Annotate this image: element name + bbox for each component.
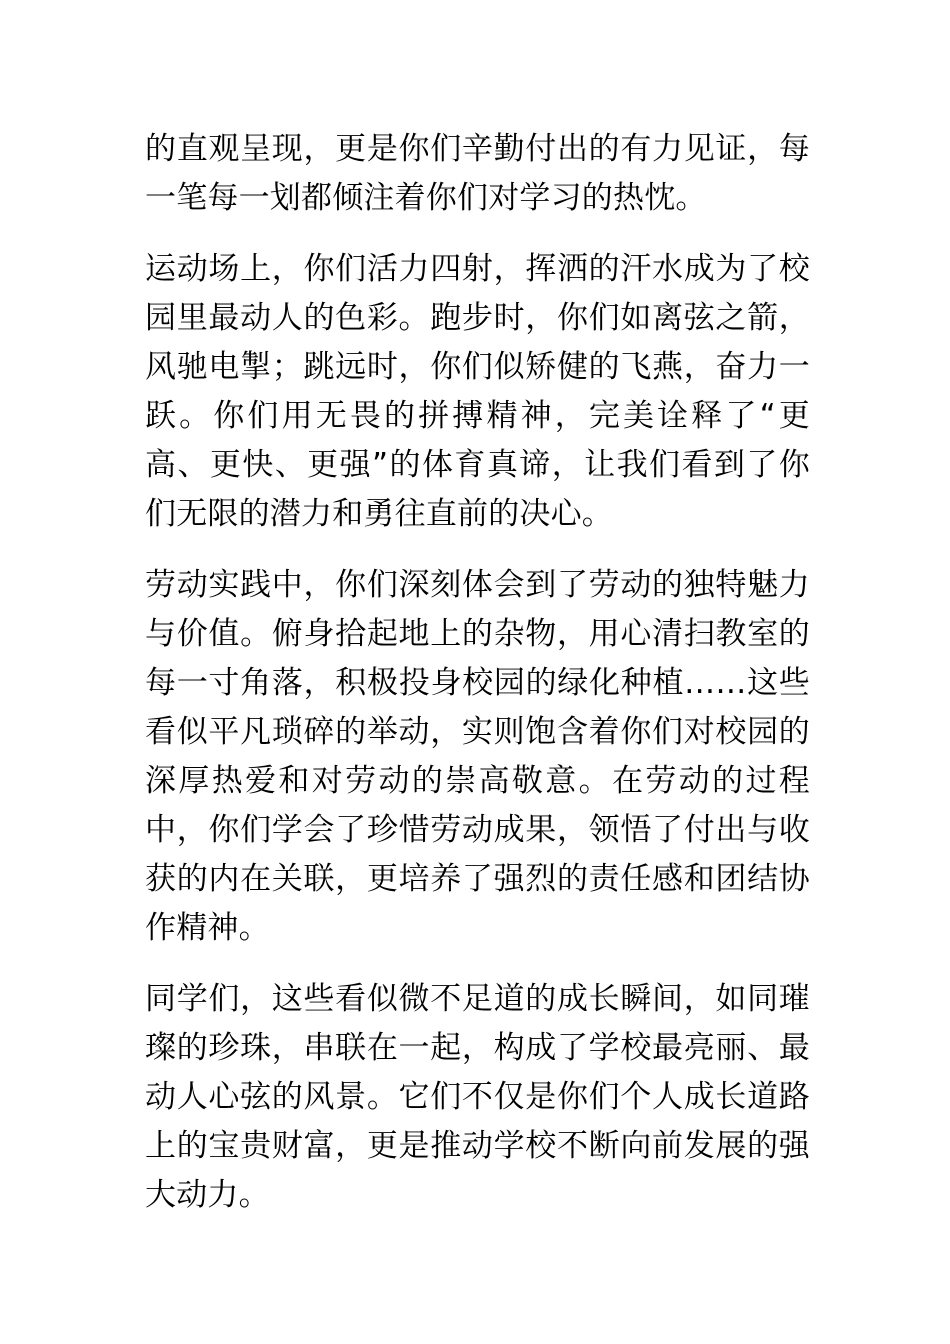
- paragraph-2: 运动场上，你们活力四射，挥洒的汗水成为了校园里最动人的色彩。跑步时，你们如离弦之箭，风驰电掣；跳远时，你们似矫健的飞燕，奋力一跃。你们用无畏的拼搏精神，完美诠释了“更高、更快、更强”的体育真谛，让我们看到了你们无限的潜力和勇往直前的决心。: [145, 251, 810, 532]
- paragraph-1: 的直观呈现，更是你们辛勤付出的有力见证，每一笔每一划都倾注着你们对学习的热忱。: [145, 131, 810, 216]
- paragraph-3: 劳动实践中，你们深刻体会到了劳动的独特魅力与价值。俯身拾起地上的杂物，用心清扫教室的每一寸角落，积极投身校园的绿化种植……这些看似平凡琐碎的举动，实则饱含着你们对校园的深厚热爱和对劳动的崇高敬意。在劳动的过程中，你们学会了珍惜劳动成果，领悟了付出与收获的内在关联，更培养了强烈的责任感和团结协作精神。: [145, 567, 810, 946]
- paragraph-4: 同学们，这些看似微不足道的成长瞬间，如同璀璨的珍珠，串联在一起，构成了学校最亮丽、最动人心弦的风景。它们不仅是你们个人成长道路上的宝贵财富，更是推动学校不断向前发展的强大动力。: [145, 981, 810, 1213]
- document-body: [145, 125, 810, 1220]
